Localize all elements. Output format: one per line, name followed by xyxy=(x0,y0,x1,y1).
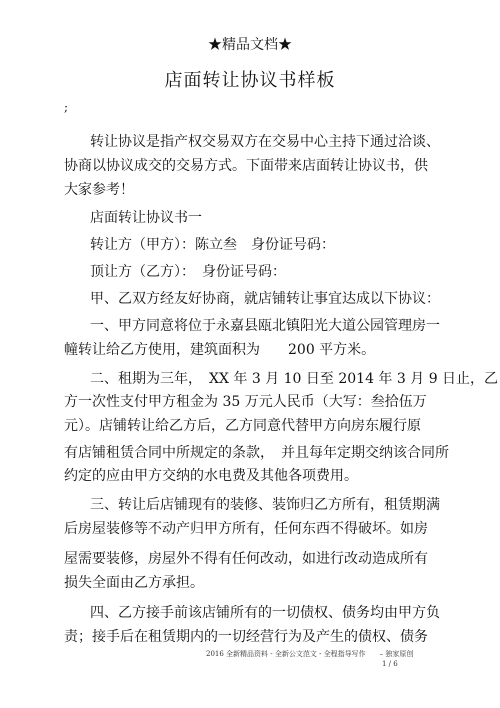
paragraph-line: 甲、乙双方经友好协商，就店铺转让事宜达成以下协议： xyxy=(90,291,440,307)
semicolon-mark: ; xyxy=(64,100,69,114)
paragraph-line: 转让协议是指产权交易双方在交易中心主持下通过洽谈、 xyxy=(90,134,440,150)
paragraph-line: 大家参考！ xyxy=(64,182,134,198)
paragraph-line: 损失全面由乙方承担。 xyxy=(64,575,204,591)
paragraph-line: 屋需要装修，房屋外不得有任何改动，如进行改动造成所有 xyxy=(64,551,428,567)
paragraph-line: 二、租期为三年， XX 年 3 月 10 日至 2014 年 3 月 9 日止，乙 xyxy=(90,371,499,387)
paragraph-line: 元）。店铺转让给乙方后，乙方同意代替甲方向房东履行原 xyxy=(64,418,421,434)
paragraph-line: 责；接手后在租赁期内的一切经营行为及产生的债权、债务 xyxy=(64,629,428,645)
page-number: 1 / 6 xyxy=(382,660,398,668)
paragraph-line: 有店铺租赁合同中所规定的条款， 并且每年定期交纳该合同所 xyxy=(64,445,449,461)
paragraph-line: 转让方（甲方）：陈立叁 身份证号码： xyxy=(90,237,335,253)
paragraph-line: 店面转让协议书一 xyxy=(90,210,202,226)
paragraph-line: 一、甲方同意将位于永嘉县瓯北镇阳光大道公园管理房一 xyxy=(90,318,440,334)
paragraph-line: 后房屋装修等不动产归甲方所有，任何东西不得破坏。如房 xyxy=(64,521,428,537)
paragraph-line: 幢转让给乙方使用，建筑面积为 200 平方米。 xyxy=(64,342,376,358)
paragraph-line: 三、转让后店铺现有的装修、装饰归乙方所有，租赁期满 xyxy=(90,497,440,513)
document-header: ★精品文档★ xyxy=(208,37,292,53)
paragraph-line: 四、乙方接手前该店铺所有的一切债权、债务均由甲方负 xyxy=(90,605,440,621)
paragraph-line: 协商以协议成交的交易方式。下面带来店面转让协议书，供 xyxy=(64,158,428,174)
paragraph-line: 约定的应由甲方交纳的水电费及其他各项费用。 xyxy=(64,468,358,484)
paragraph-line: 顶让方（乙方）： 身份证号码： xyxy=(90,264,286,280)
document-title: 店面转让协议书样板 xyxy=(164,70,336,91)
footer-text: 2016 全新精品资料 - 全新公文范文 - 全程指导写作 – 独家原创 xyxy=(206,650,414,658)
paragraph-line: 方一次性支付甲方租金为 35 万元人民币（大写：叁拾伍万 xyxy=(64,394,427,410)
